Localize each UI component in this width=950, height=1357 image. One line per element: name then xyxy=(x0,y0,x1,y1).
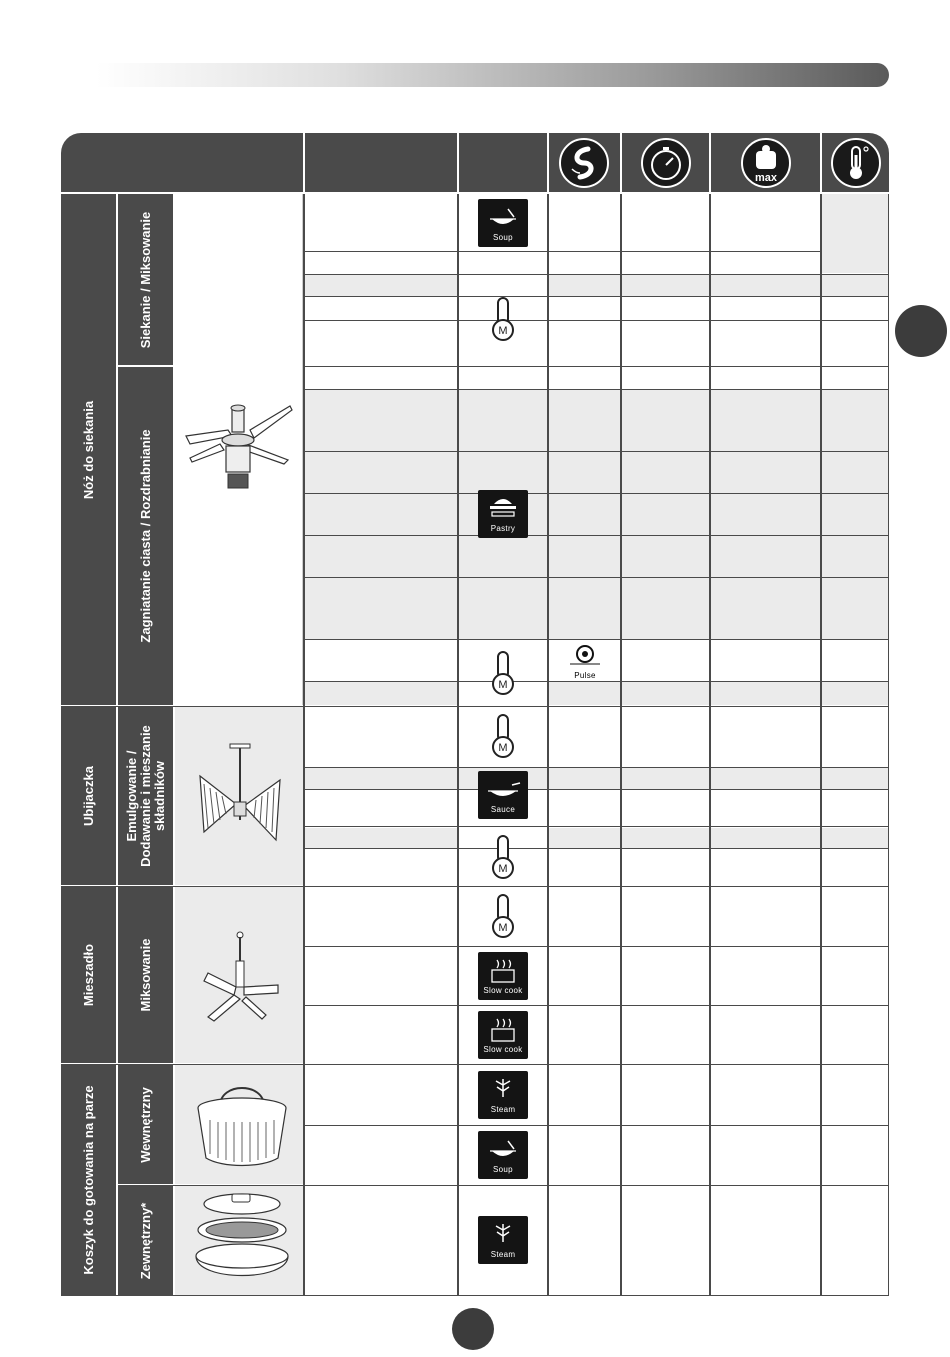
manual-program-icon xyxy=(490,834,516,880)
tool-steam-basket: Koszyk do gotowania na parze xyxy=(61,1065,116,1295)
svg-text:M: M xyxy=(498,863,508,875)
table-row xyxy=(305,768,889,789)
svg-text:M: M xyxy=(498,742,508,754)
outer-basket-illustration xyxy=(188,1190,296,1290)
top-header-bar xyxy=(96,63,889,87)
function-knead-crush: Zagniatanie ciasta / Rozdrabnianie xyxy=(118,367,173,705)
function-outer-basket: Zewnętrzny* xyxy=(118,1186,173,1295)
temperature-icon xyxy=(830,137,882,189)
inner-basket-illustration xyxy=(192,1080,292,1172)
table-row xyxy=(822,194,889,273)
timer-icon xyxy=(640,137,692,189)
function-emulsify: Emulgowanie / Dodawanie i mieszanie składników xyxy=(118,707,173,885)
page-number-marker xyxy=(452,1308,494,1350)
tool-mixer: Mieszadło xyxy=(61,887,116,1063)
table-row xyxy=(305,275,889,296)
svg-text:M: M xyxy=(498,679,508,691)
function-inner-basket: Wewnętrzny xyxy=(118,1065,173,1184)
table-row xyxy=(305,390,889,639)
slow-cook-program-icon: Slow cook xyxy=(478,1011,528,1059)
max-weight-icon xyxy=(739,137,793,189)
function-mixing: Miksowanie xyxy=(118,887,173,1063)
steam-program-icon: Steam xyxy=(478,1216,528,1264)
steam-program-icon: Steam xyxy=(478,1071,528,1119)
soup-program-icon: Soup xyxy=(478,1131,528,1179)
manual-program-icon xyxy=(490,296,516,342)
chopping-knife-illustration xyxy=(180,400,298,500)
header-cell-program xyxy=(459,133,547,192)
tool-chopping-knife: Nóż do siekania xyxy=(61,194,116,705)
soup-program-icon: Soup xyxy=(478,199,528,247)
svg-text:M: M xyxy=(498,922,508,934)
speed-icon xyxy=(558,137,610,189)
table-row xyxy=(305,682,889,705)
pulse-program-icon: Pulse xyxy=(560,642,610,680)
manual-program-icon xyxy=(490,893,516,939)
table-row xyxy=(305,828,889,848)
tool-whisk: Ubijaczka xyxy=(61,707,116,885)
manual-program-icon xyxy=(490,650,516,696)
sauce-program-icon: Sauce xyxy=(478,771,528,819)
header-cell-ingredients xyxy=(305,133,457,192)
max-label: max xyxy=(754,172,778,184)
whisk-illustration xyxy=(190,740,290,850)
mixer-illustration xyxy=(196,925,286,1025)
header-cell-tools xyxy=(61,133,303,192)
svg-text:M: M xyxy=(498,325,508,337)
function-chop-mix: Siekanie / Miksowanie xyxy=(118,194,173,365)
pastry-program-icon: Pastry xyxy=(478,490,528,538)
section-tab-marker xyxy=(895,305,947,357)
manual-program-icon xyxy=(490,713,516,759)
slow-cook-program-icon: Slow cook xyxy=(478,952,528,1000)
